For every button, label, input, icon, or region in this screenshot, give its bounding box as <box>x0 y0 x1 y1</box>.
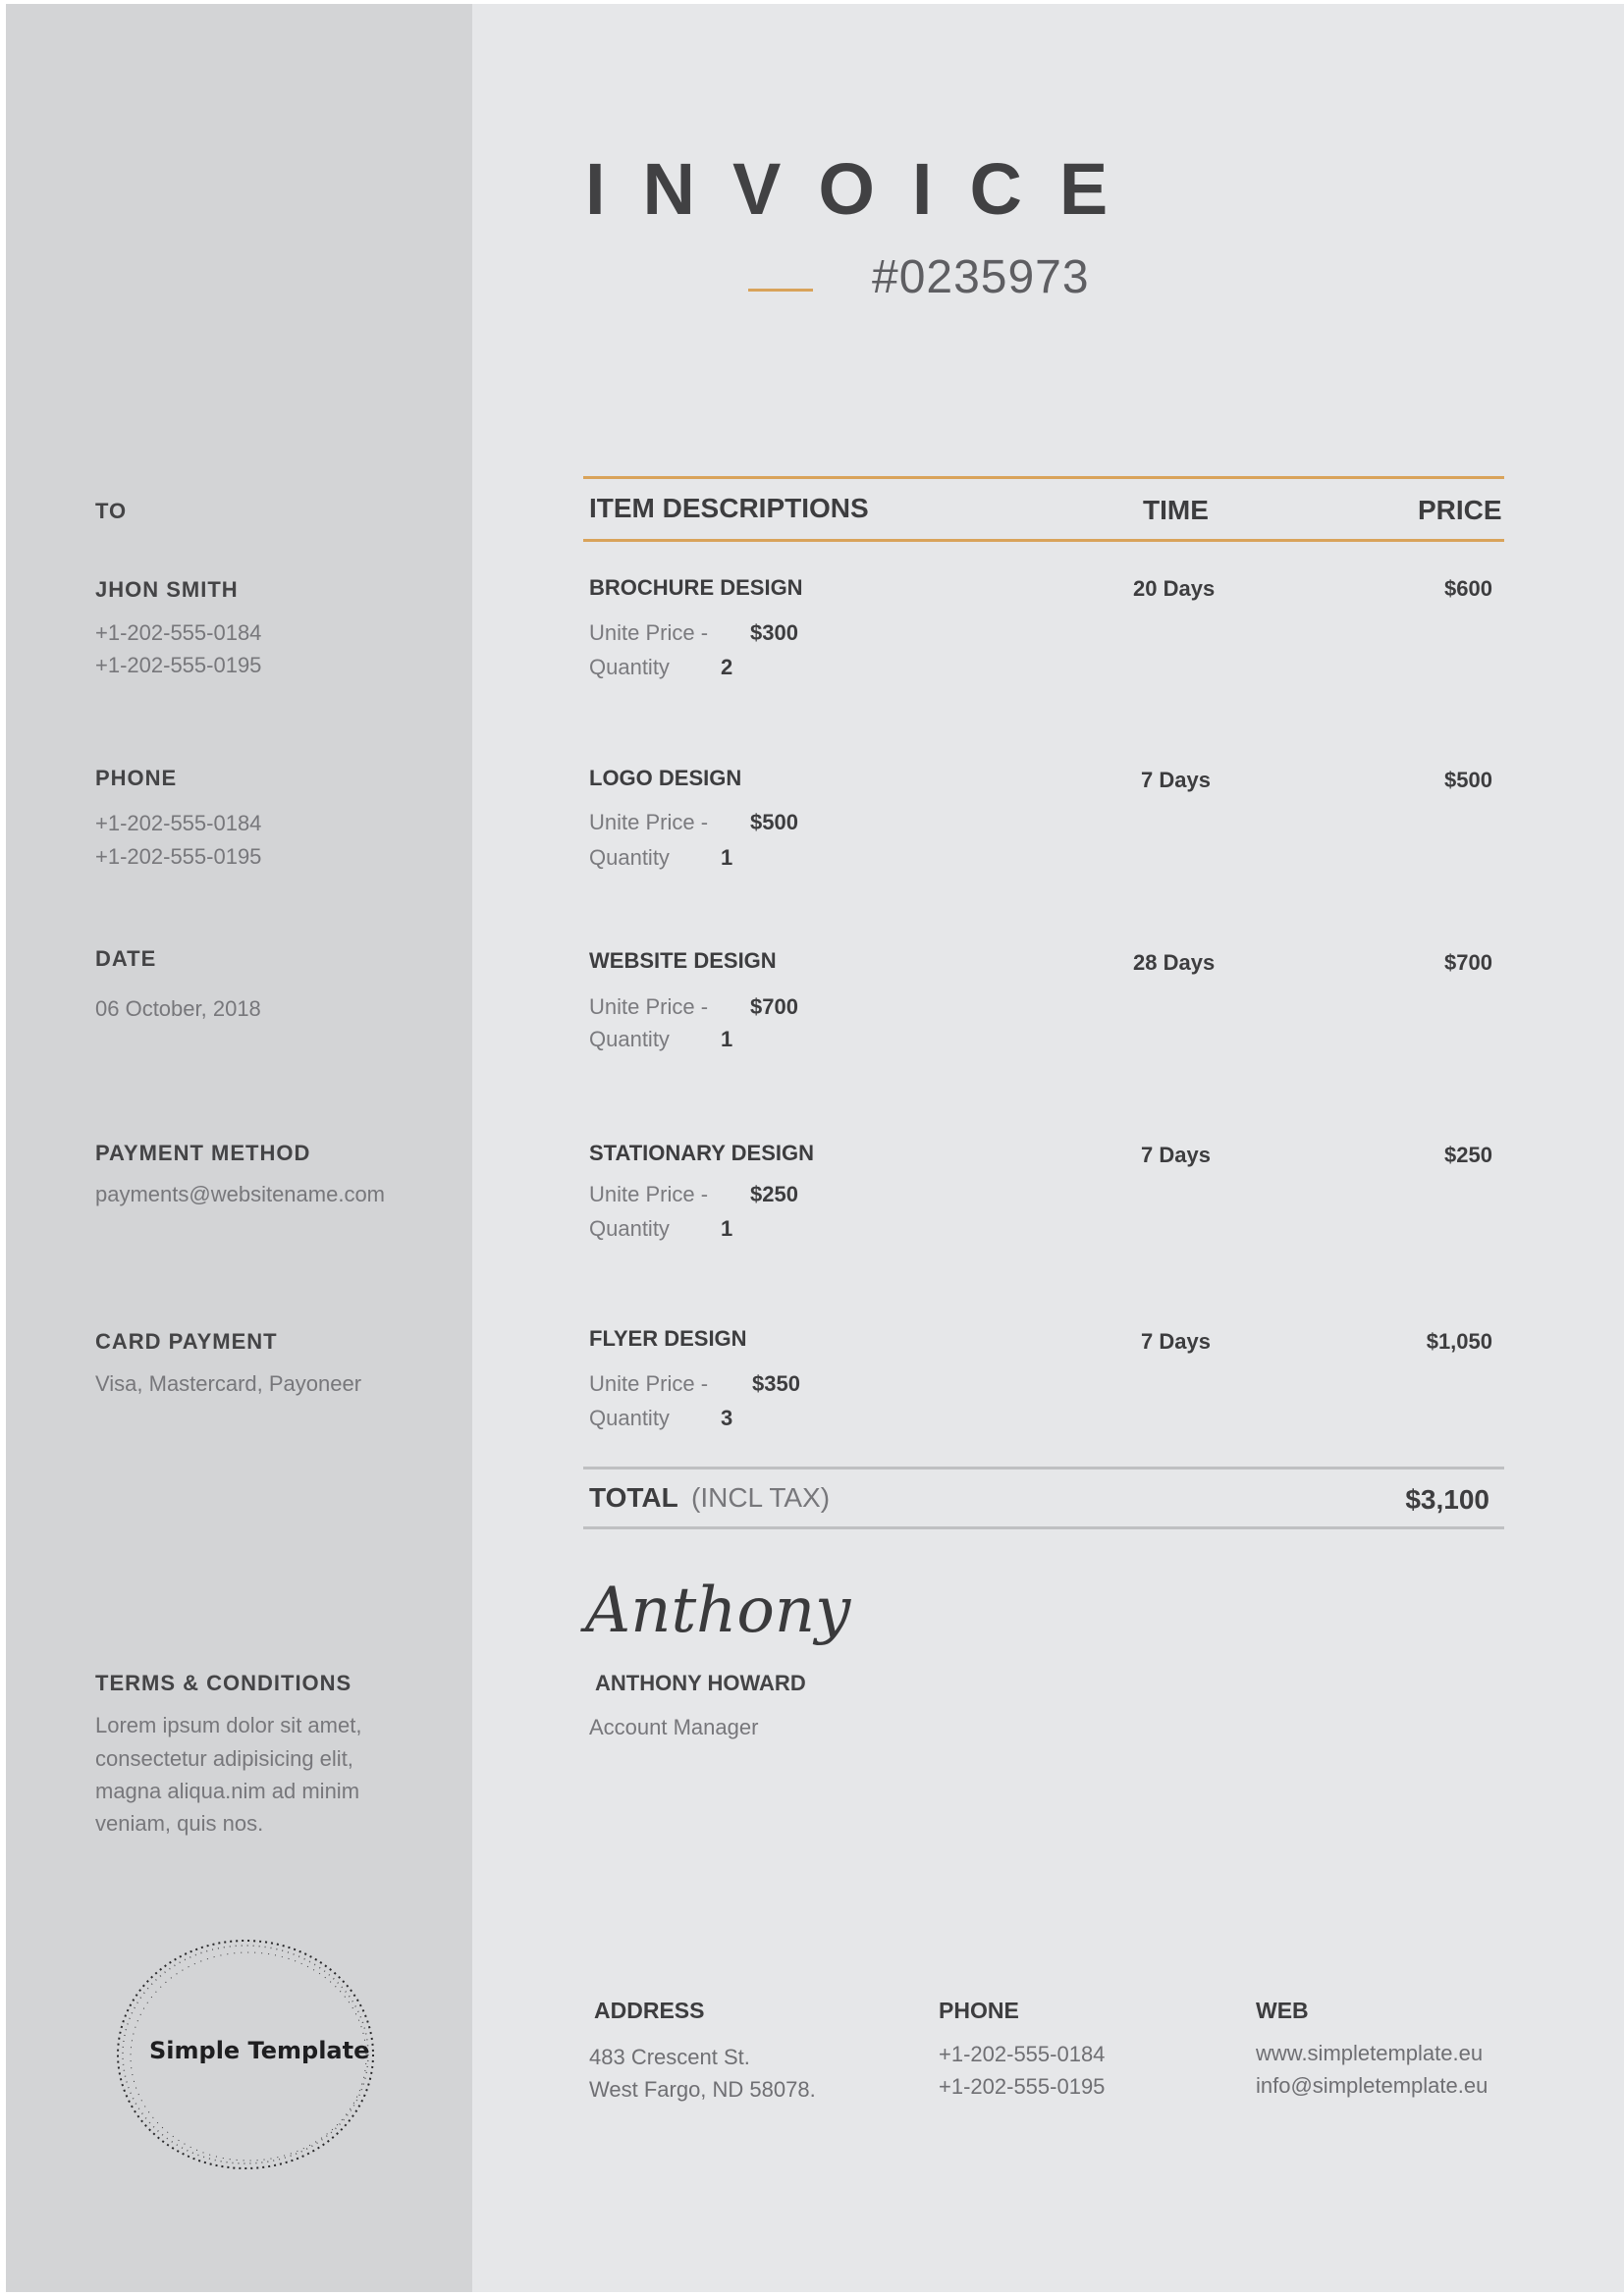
signature-script: Anthony <box>585 1575 851 1647</box>
signer-name: ANTHONY HOWARD <box>595 1671 806 1695</box>
card-payment-value: Visa, Mastercard, Payoneer <box>95 1371 362 1396</box>
total-note: (INCL TAX) <box>691 1482 831 1513</box>
quantity-label: Quantity <box>589 845 670 870</box>
item-name: LOGO DESIGN <box>589 766 742 790</box>
stamp-text: Simple Template <box>149 2037 370 2064</box>
unit-price-value: $300 <box>750 620 798 645</box>
footer-web-line-2: info@simpletemplate.eu <box>1256 2073 1489 2098</box>
quantity-value: 1 <box>721 1216 733 1241</box>
invoice-number: #0235973 <box>872 251 1090 303</box>
stamp-logo <box>108 1932 383 2177</box>
card-payment-label: CARD PAYMENT <box>95 1329 278 1354</box>
item-time: 28 Days <box>1133 950 1216 975</box>
footer-address-label: ADDRESS <box>594 1998 705 2023</box>
payment-method-value: payments@websitename.com <box>95 1182 386 1206</box>
quantity-value: 1 <box>721 845 733 870</box>
total-amount: $3,100 <box>1405 1484 1489 1515</box>
invoice-title: INVOICE <box>585 148 1146 230</box>
item-time: 20 Days <box>1133 576 1216 601</box>
header-time: TIME <box>1143 495 1209 525</box>
accent-dash <box>748 289 813 292</box>
item-name: FLYER DESIGN <box>589 1326 747 1351</box>
date-label: DATE <box>95 946 157 971</box>
total-bottom-rule <box>583 1526 1504 1529</box>
client-phone-2: +1-202-555-0195 <box>95 653 262 677</box>
item-price: $1,050 <box>1426 1329 1492 1354</box>
unit-price-value: $250 <box>750 1182 798 1206</box>
header-bottom-rule <box>583 539 1504 542</box>
footer-address-line-2: West Fargo, ND 58078. <box>589 2077 816 2102</box>
signer-role: Account Manager <box>589 1715 759 1739</box>
quantity-label: Quantity <box>589 1027 670 1051</box>
header-top-rule <box>583 476 1504 479</box>
to-label: TO <box>95 499 128 523</box>
terms-line-2: consectetur adipisicing elit, <box>95 1746 353 1771</box>
quantity-label: Quantity <box>589 1406 670 1430</box>
total-label: TOTAL <box>589 1482 678 1513</box>
item-time: 7 Days <box>1141 768 1211 792</box>
quantity-label: Quantity <box>589 1216 670 1241</box>
footer-phone-line-1: +1-202-555-0184 <box>939 2042 1106 2066</box>
unit-price-value: $350 <box>752 1371 800 1396</box>
terms-label: TERMS & CONDITIONS <box>95 1671 352 1695</box>
quantity-value: 1 <box>721 1027 733 1051</box>
header-price: PRICE <box>1418 495 1502 525</box>
unit-price-label: Unite Price - <box>589 620 709 645</box>
item-name: BROCHURE DESIGN <box>589 575 803 600</box>
quantity-label: Quantity <box>589 655 670 679</box>
total-top-rule <box>583 1467 1504 1469</box>
date-value: 06 October, 2018 <box>95 996 261 1021</box>
item-name: STATIONARY DESIGN <box>589 1141 814 1165</box>
unit-price-value: $500 <box>750 810 798 834</box>
footer-phone-line-2: +1-202-555-0195 <box>939 2074 1106 2099</box>
item-time: 7 Days <box>1141 1143 1211 1167</box>
quantity-value: 3 <box>721 1406 733 1430</box>
item-price: $700 <box>1444 950 1492 975</box>
item-time: 7 Days <box>1141 1329 1211 1354</box>
payment-method-label: PAYMENT METHOD <box>95 1141 311 1165</box>
footer-web-label: WEB <box>1256 1998 1309 2023</box>
item-price: $250 <box>1444 1143 1492 1167</box>
phone-1: +1-202-555-0184 <box>95 811 262 835</box>
footer-phone-label: PHONE <box>939 1998 1019 2023</box>
header-item-descriptions: ITEM DESCRIPTIONS <box>589 493 869 523</box>
item-name: WEBSITE DESIGN <box>589 948 777 973</box>
item-price: $500 <box>1444 768 1492 792</box>
unit-price-label: Unite Price - <box>589 994 709 1019</box>
item-price: $600 <box>1444 576 1492 601</box>
client-phone-1: +1-202-555-0184 <box>95 620 262 645</box>
terms-line-4: veniam, quis nos. <box>95 1811 264 1836</box>
client-name: JHON SMITH <box>95 577 239 602</box>
quantity-value: 2 <box>721 655 733 679</box>
unit-price-label: Unite Price - <box>589 1371 709 1396</box>
footer-address-line-1: 483 Crescent St. <box>589 2045 750 2069</box>
terms-line-3: magna aliqua.nim ad minim <box>95 1779 360 1803</box>
unit-price-label: Unite Price - <box>589 1182 709 1206</box>
phone-2: +1-202-555-0195 <box>95 844 262 869</box>
terms-line-1: Lorem ipsum dolor sit amet, <box>95 1713 362 1737</box>
phone-label: PHONE <box>95 766 178 790</box>
unit-price-value: $700 <box>750 994 798 1019</box>
footer-web-line-1: www.simpletemplate.eu <box>1256 2041 1484 2065</box>
unit-price-label: Unite Price - <box>589 810 709 834</box>
